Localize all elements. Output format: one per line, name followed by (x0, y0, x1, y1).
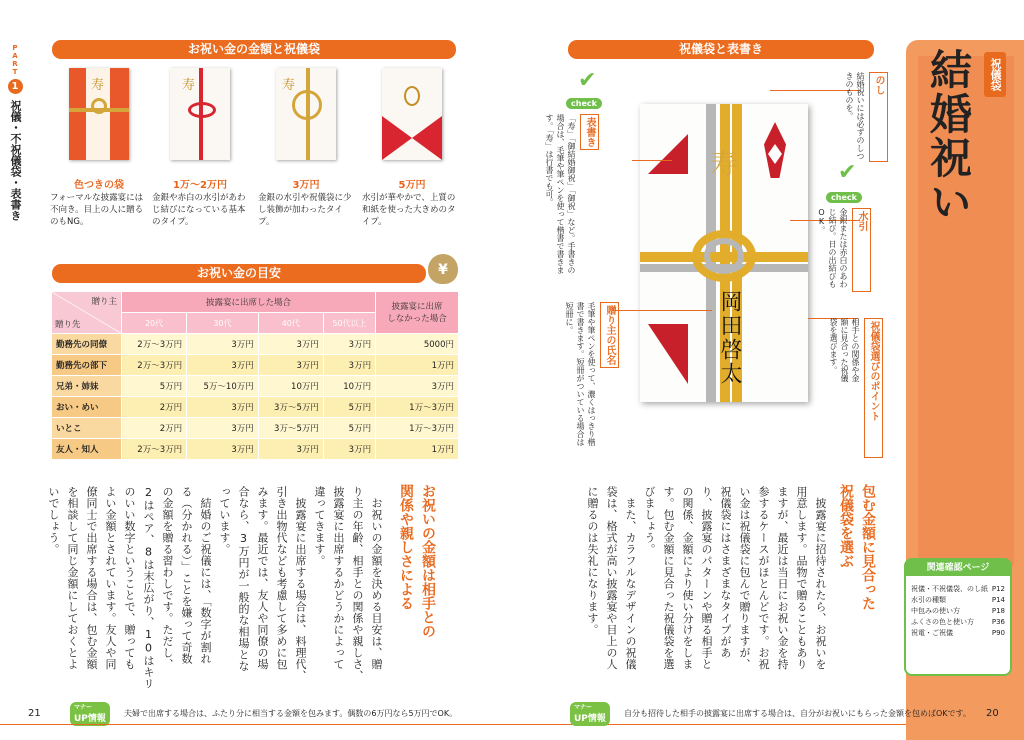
row-label: 友人・知人 (52, 439, 122, 460)
cell: 1万円 (376, 355, 459, 376)
yen-icon: ¥ (438, 262, 448, 278)
cell: 3万円 (187, 397, 259, 418)
header-not-attend-1: 披露宴に出席 (391, 301, 443, 312)
part-indicator (6, 44, 24, 221)
callout-text: 「寿」「御結婚御祝」「御祝」など。手書きの場合は、毛筆や筆ペンを使って楷書で書きます。「寿」は行書でも可。 (545, 114, 576, 274)
callout-sender (564, 302, 619, 462)
part-title: 祝儀・不祝儀袋・表書き (9, 100, 22, 221)
body-col: り、披露宴のパターンや贈る相手と (700, 486, 713, 670)
envelope-3man (276, 68, 336, 160)
body-col: り主の年齢、相手との関係や親しさ、 (351, 486, 364, 682)
envelope-label: 1万～2万円 (173, 180, 227, 191)
related-page: P14 (991, 596, 1005, 604)
body-col: びましょう。 (643, 486, 656, 555)
cell: 2万～3万円 (122, 355, 187, 376)
check-icon: ✔ (578, 68, 597, 93)
left-footer (70, 702, 470, 724)
cell: 3万円 (258, 355, 323, 376)
cell: 3万～5万円 (258, 418, 323, 439)
related-page: P90 (991, 629, 1005, 637)
cell: 10万円 (258, 376, 323, 397)
cell: 3万円 (258, 334, 323, 355)
check-label: check (826, 192, 862, 203)
related-page: P36 (991, 618, 1005, 626)
cell: 3万円 (323, 355, 375, 376)
footer-text: 自分も招待した相手の披露宴に出席する場合は、自分がお祝いにもらった金額を包めばOKです。 (624, 709, 971, 718)
callout-noshi (844, 72, 888, 162)
envelope-char: 寿 (182, 78, 196, 93)
related-pages (904, 558, 1012, 676)
cell: 3万円 (187, 439, 259, 460)
table-row (52, 334, 459, 355)
related-label: 祝電・ご祝儀 (911, 629, 953, 637)
cell: 5万～10万円 (187, 376, 259, 397)
cell: 3万円 (187, 355, 259, 376)
table-row (52, 376, 459, 397)
table-row (52, 355, 459, 376)
manner-up-badge (570, 702, 610, 726)
body-col: っています。 (218, 486, 231, 555)
corner-bottom: 贈り先 (55, 320, 81, 330)
page-number: 20 (986, 708, 999, 719)
envelope-char: 寿 (282, 78, 296, 93)
right-heading (836, 484, 877, 694)
callout-omotegaki (544, 114, 599, 284)
body-col: みます。最近では、友人や同僚の場 (256, 486, 269, 670)
cell: 3万円 (258, 439, 323, 460)
envelope-label: 5万円 (398, 180, 426, 191)
body-col: 祝儀袋にはさまざまなタイプがあ (719, 486, 732, 659)
cell: 2万～3万円 (122, 334, 187, 355)
callout-mizuhiki (816, 208, 871, 292)
body-col: 引き出物代なども考慮して多めに包 (275, 486, 288, 670)
related-item[interactable] (906, 606, 1010, 617)
callout-text: 結婚祝いには必ずのしつきのものを。 (845, 72, 865, 160)
envelope-desc: 金銀や赤白の水引があわじ結びになっている基本のタイプ。 (152, 193, 246, 227)
related-label: 祝儀・不祝儀袋、のし紙 (911, 585, 988, 593)
envelope-desc: フォーマルな披露宴には不向き。目上の人に贈るのもNG。 (50, 193, 144, 227)
table-corner (52, 292, 122, 334)
body-col: のいい数字ということで、贈っても (123, 486, 136, 670)
corner-top: 贈り主 (91, 297, 117, 307)
callout-title: 贈り主の氏名 (600, 302, 619, 368)
table-row (52, 439, 459, 460)
money-bag-icon (428, 254, 458, 284)
body-col: いでしょう。 (47, 486, 60, 555)
header-not-attend (376, 292, 459, 334)
callout-title: 祝儀袋選びのポイント (864, 318, 883, 458)
callout-line (612, 310, 712, 311)
callout-text: 相手との関係や金額に見合った祝儀袋を選びます。 (829, 318, 860, 382)
related-label: ふくさの色と使い方 (911, 618, 974, 626)
body-col: を相談して同じ金額にしておくとよ (66, 486, 79, 670)
cell: 2万円 (122, 397, 187, 418)
check-icon: ✔ (838, 160, 857, 185)
chapter-title: 結婚祝い (924, 48, 973, 224)
body-col: 合なら、3万円が一般的な相場とな (237, 486, 250, 672)
check-label: check (566, 98, 602, 109)
cell: 3万円 (323, 334, 375, 355)
heading-line-2: 祝儀袋を選ぶ (838, 484, 854, 568)
body-col: 僚同士で出席する場合は、包む金額 (85, 486, 98, 670)
cell: 1万円 (376, 439, 459, 460)
callout-text: 金銀または赤白のあわじ結び。日の出結びもOK。 (817, 208, 848, 288)
part-label: PART (11, 44, 19, 76)
age-header: 20代 (122, 313, 187, 334)
envelope-label: 色つきの袋 (74, 180, 124, 191)
amount-table (51, 291, 459, 460)
body-col: る（分かれる）」ことを嫌って奇数 (180, 486, 193, 665)
left-heading (396, 484, 437, 694)
heading-line-1: お祝いの金額は相手との (420, 484, 436, 638)
body-col: 参するケースがほとんどです。お祝 (757, 486, 770, 670)
body-col: ますが、最近は当日にお祝い金を持 (776, 486, 789, 670)
related-label: 水引の種類 (911, 596, 946, 604)
row-label: 兄弟・姉妹 (52, 376, 122, 397)
envelope-5man (382, 68, 442, 160)
footer-text: 夫婦で出席する場合は、ふたり分に相当する金額を包みます。偶数の6万円なら5万円でOK。 (124, 709, 458, 718)
related-item[interactable] (906, 617, 1010, 628)
envelope-illustration (640, 104, 808, 402)
right-body (560, 486, 830, 692)
envelope-1man (170, 68, 230, 160)
left-body (46, 486, 386, 692)
body-col: また、カラフルなデザインの祝儀 (624, 486, 637, 670)
cell: 5000円 (376, 334, 459, 355)
related-label: 中包みの使い方 (911, 607, 960, 615)
row-label: 勤務先の部下 (52, 355, 122, 376)
callout-title: 表書き (580, 114, 599, 150)
body-col: い金は祝儀袋に包んで贈りますが、 (738, 486, 751, 670)
age-header: 30代 (187, 313, 259, 334)
callout-title: 水引 (852, 208, 871, 292)
cell: 3万円 (187, 418, 259, 439)
related-item[interactable] (906, 628, 1010, 639)
cell: 10万円 (323, 376, 375, 397)
related-page: P18 (991, 607, 1005, 615)
cell: 2万～3万円 (122, 439, 187, 460)
body-col: に贈るのは失礼になります。 (586, 486, 599, 636)
body-col: の関係、金額により使い分けをしま (681, 486, 694, 670)
row-label: いとこ (52, 418, 122, 439)
badge-top: マナー (74, 704, 93, 711)
callout-title: のし (869, 72, 888, 162)
cell: 1万～3万円 (376, 397, 459, 418)
body-col: す。包む金額に見合った祝儀袋を選 (662, 486, 675, 670)
badge-top: マナー (574, 704, 593, 711)
heading-line-2: 関係や親しさによる (398, 484, 414, 610)
cell: 3万円 (323, 439, 375, 460)
body-col: お祝いの金額を決める目安は、贈 (370, 486, 383, 670)
body-col: の金額を贈る習わしです。ただし、 (161, 486, 174, 670)
envelope-desc: 金銀の水引や祝儀袋に少し装飾が加わったタイプ。 (258, 193, 352, 227)
cell: 5万円 (323, 418, 375, 439)
envelope-label: 3万円 (292, 180, 320, 191)
cell: 2万円 (122, 418, 187, 439)
cell: 1万～3万円 (376, 418, 459, 439)
heading-line-1: 包む金額に見合った (860, 484, 876, 610)
chapter-tag: 祝儀袋 (984, 52, 1006, 97)
body-col: 用意します。品物で贈ることもあり (795, 486, 808, 670)
cell: 3万円 (187, 334, 259, 355)
table-row (52, 418, 459, 439)
age-header: 50代以上 (323, 313, 375, 334)
cell: 3万円 (376, 376, 459, 397)
sender-name: 岡田啓太 (717, 290, 742, 386)
header-not-attend-2: しなかった場合 (387, 313, 447, 324)
table-row (52, 397, 459, 418)
callout-point (828, 318, 883, 458)
callout-text: 毛筆や筆ペンを使って、濃くはっきり楷書で書きます。短冊がついている場合は短冊に。 (565, 302, 596, 446)
body-col: 披露宴に出席する場合は、料理代、 (294, 486, 307, 682)
kotobuki: 寿 (710, 147, 739, 180)
cell: 5万円 (122, 376, 187, 397)
badge-label: UP情報 (574, 714, 606, 724)
row-label: おい・めい (52, 397, 122, 418)
cell: 5万円 (323, 397, 375, 418)
row-label: 勤務先の同僚 (52, 334, 122, 355)
related-item[interactable] (906, 595, 1010, 606)
part-number: 1 (8, 79, 23, 94)
manner-up-badge (70, 702, 110, 726)
related-title: 関連確認ページ (906, 560, 1010, 576)
envelope-desc: 水引が華やかで、上質の和紙を使った大きめのタイプ。 (362, 193, 456, 227)
body-col: 違ってきます。 (313, 486, 326, 567)
badge-label: UP情報 (74, 714, 106, 724)
body-col: 披露宴に招待されたら、お祝いを (814, 486, 827, 670)
banner-right: 祝儀袋と表書き (568, 40, 874, 59)
callout-line (632, 160, 672, 161)
spine-line (0, 724, 1024, 725)
related-item[interactable] (906, 584, 1010, 595)
body-col: 結婚のご祝儀には、「数字が割れ (199, 486, 212, 665)
body-col: よい金額とされています。友人や同 (104, 486, 117, 670)
header-attend: 披露宴に出席した場合 (122, 292, 376, 313)
related-page: P12 (991, 585, 1005, 593)
right-footer (570, 702, 990, 724)
body-col: 袋は、格式が高い披露宴や目上の人 (605, 486, 618, 670)
body-col: 2はペア、8は末広がり、10はキリ (142, 486, 155, 690)
envelope-char: 寿 (91, 78, 105, 93)
banner-amount-bag: お祝い金の金額と祝儀袋 (52, 40, 456, 59)
cell: 3万～5万円 (258, 397, 323, 418)
age-header: 40代 (258, 313, 323, 334)
page-number: 21 (28, 708, 41, 719)
banner-guide: お祝い金の目安 (52, 264, 426, 283)
body-col: 披露宴に出席するかどうかによって (332, 486, 345, 670)
envelope-colored (69, 68, 129, 160)
